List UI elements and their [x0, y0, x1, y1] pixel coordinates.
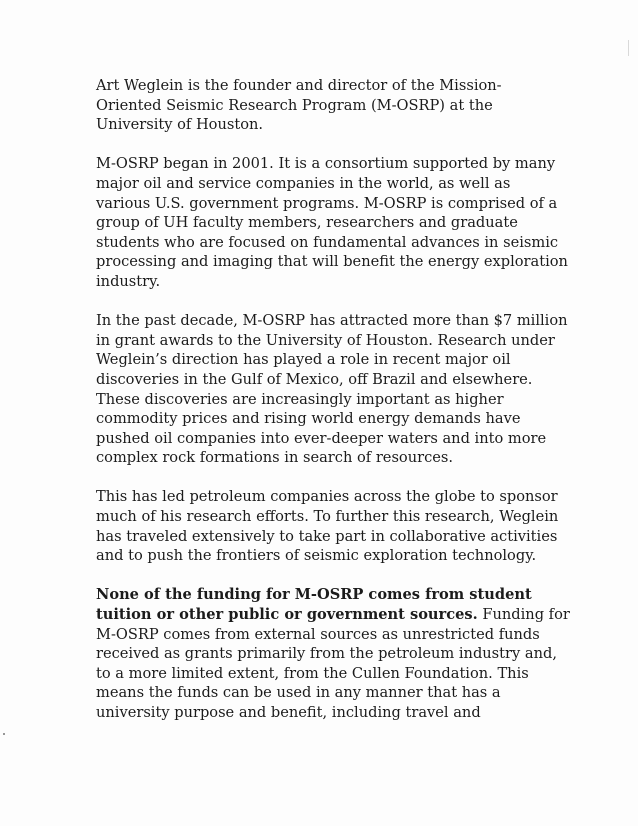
- bold-text-line: None of the funding for M-OSRP comes from student: [96, 586, 532, 604]
- text-line: and to push the frontiers of seismic exploration technology.: [96, 547, 537, 565]
- paragraph-sponsors: [96, 487, 559, 565]
- text-line: much of his research efforts. To further this research, Weglein: [96, 508, 559, 526]
- document-body: [96, 76, 570, 742]
- paragraph-consortium: [96, 154, 568, 291]
- paragraph-funding: [96, 585, 570, 722]
- regular-text: Funding for: [477, 606, 570, 624]
- text-line: to a more limited extent, from the Cullen Foundation. This: [96, 664, 529, 682]
- text-line: commodity prices and rising world energy demands have: [96, 410, 521, 428]
- text-line: complex rock formations in search of resources.: [96, 449, 454, 467]
- scan-edge-mark: [628, 40, 629, 56]
- bold-text: tuition or other public or government sources.: [96, 606, 478, 624]
- text-line: has traveled extensively to take part in collaborative activities: [96, 527, 558, 545]
- paragraph-intro: [96, 76, 552, 135]
- text-line: M-OSRP comes from external sources as unrestricted funds: [96, 625, 540, 643]
- text-line: means the funds can be used in any manner that has a: [96, 684, 501, 702]
- text-line: group of UH faculty members, researchers and graduate: [96, 214, 518, 232]
- text-line: In the past decade, M-OSRP has attracted more than $7 million: [96, 312, 568, 330]
- text-line: major oil and service companies in the world, as well as: [96, 174, 511, 192]
- text-line: university purpose and benefit, including travel and: [96, 704, 481, 721]
- text-line-mixed: [96, 605, 570, 625]
- text-line: discoveries in the Gulf of Mexico, off Brazil and elsewhere.: [96, 370, 533, 388]
- text-line: Oriented Seismic Research Program (M-OSRP) at the: [96, 96, 493, 114]
- text-line: industry.: [96, 272, 161, 290]
- text-line: in grant awards to the University of Houston. Research under: [96, 331, 555, 349]
- text-line: Art Weglein is the founder and director of the Mission-: [96, 77, 502, 94]
- text-line: pushed oil companies into ever-deeper waters and into more: [96, 429, 547, 447]
- text-line: University of Houston.: [96, 116, 264, 134]
- text-line: students who are focused on fundamental advances in seismic: [96, 233, 559, 251]
- text-line: received as grants primarily from the petroleum industry and,: [96, 645, 557, 663]
- text-line: various U.S. government programs. M-OSRP is comprised of a: [96, 194, 558, 212]
- text-line: These discoveries are increasingly important as higher: [96, 390, 504, 408]
- paragraph-grants: [96, 311, 568, 468]
- text-line: This has led petroleum companies across the globe to sponsor: [96, 488, 558, 506]
- text-line: processing and imaging that will benefit the energy exploration: [96, 253, 568, 271]
- text-line: Weglein’s direction has played a role in recent major oil: [96, 351, 511, 369]
- text-line: M-OSRP began in 2001. It is a consortium supported by many: [96, 155, 556, 173]
- scan-speck: [3, 733, 5, 735]
